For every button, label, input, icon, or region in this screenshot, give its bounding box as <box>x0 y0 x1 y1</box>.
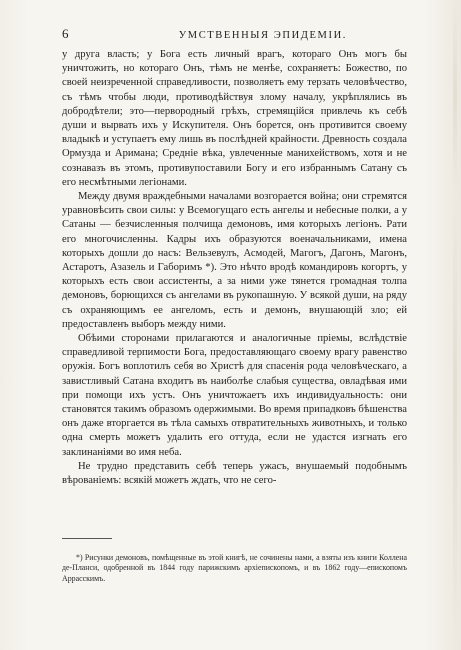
paragraph-3: Обѣими сторонами прилагаются и аналогичные пріемы, вслѣдствіе справедливой терпимости Бога, предоставляющаго своему врагу равенство оружія. Богъ воплотилъ себя во Христѣ для спасенія рода человѣческаго, а завистливый Сатана входитъ въ наиболѣе слабыя существа, овладѣвая ими при помощи ихъ устъ. Онъ уничтожаетъ ихъ индивидуальность: они становятся такимъ образомъ одержимыми. Во время припадковъ бѣшенства онъ даже вторгается въ тѣла самыхъ отвратительныхъ животныхъ, и только одна смерть можетъ удалить его оттуда, если не удастся изгнать его заклинаніями во имя неба. <box>62 333 407 458</box>
main-text <box>62 48 407 488</box>
footnote: *) Рисунки демоновъ, помѣщенные въ этой книгѣ, не сочинены нами, а взяты изъ книги Коллена де-Планси, одобренной въ 1844 году парижскимъ архіепископомъ, и въ 1862 году—епископомъ Аррасскимъ. <box>62 552 407 583</box>
paragraph-2: Между двумя враждебными началами возгорается война; они стремятся уравновѣсить свои силы: у Всемогущаго есть ангелы и небесные полки, а у Сатаны — безчисленныя полчища демоновъ, имя которыхъ легіонъ. Рати его многочисленны. Кадры ихъ образуются военачальниками, имена которыхъ дошли до насъ: Вельзевулъ, Асмодей, Магогъ, Дагонъ, Магонъ, Астаротъ, Азазель и Габоримъ *). Это нѣчто вродѣ командировъ когортъ, у которыхъ есть свои ассистенты, а за ними уже тянется громадная толпа демоновъ, борющихся съ ангелами въ рукопашную. У всякой души, на ряду съ охраняющимъ ее ангеломъ, есть и демонъ, внушающій зло; ей предоставленъ выборъ между ними. <box>62 191 407 330</box>
page-header <box>62 26 407 42</box>
page-number: 6 <box>62 26 69 41</box>
running-head: УМСТВЕННЫЯ ЭПИДЕМІИ. <box>178 30 347 41</box>
footnote-divider <box>62 538 112 539</box>
paragraph-4: Не трудно представить себѣ теперь ужасъ, внушаемый подобнымъ вѣрованіемъ: всякій можетъ ждать, что не сего- <box>62 460 407 487</box>
paragraph-1: у друга власть; у Бога есть личный врагъ, котораго Онъ могъ бы уничтожить, но котораго Онъ, тѣмъ не менѣе, сохраняетъ: Божество, по своей неизреченной справедливости, позволяетъ ему терзать человѣчество, съ тѣмъ чтобы люди, противодѣйствуя злому началу, укрѣплялись въ добродѣтели; это—первородный грѣхъ, стремящійся привлечь къ себѣ души и вырвать ихъ у Искупителя. Онъ борется, онъ противится своему владыкѣ и уступаетъ ему лишь въ послѣдней крайности. Древность создала Ормузда и Аримана; Средніе вѣка, увлеченные манихействомъ, хотя и не сознавазъ въ этомъ, противупоставили Богу и его избраннымъ Сатану съ его несмѣтными легіонами. <box>62 49 407 188</box>
page-edge-shadow <box>453 0 457 650</box>
